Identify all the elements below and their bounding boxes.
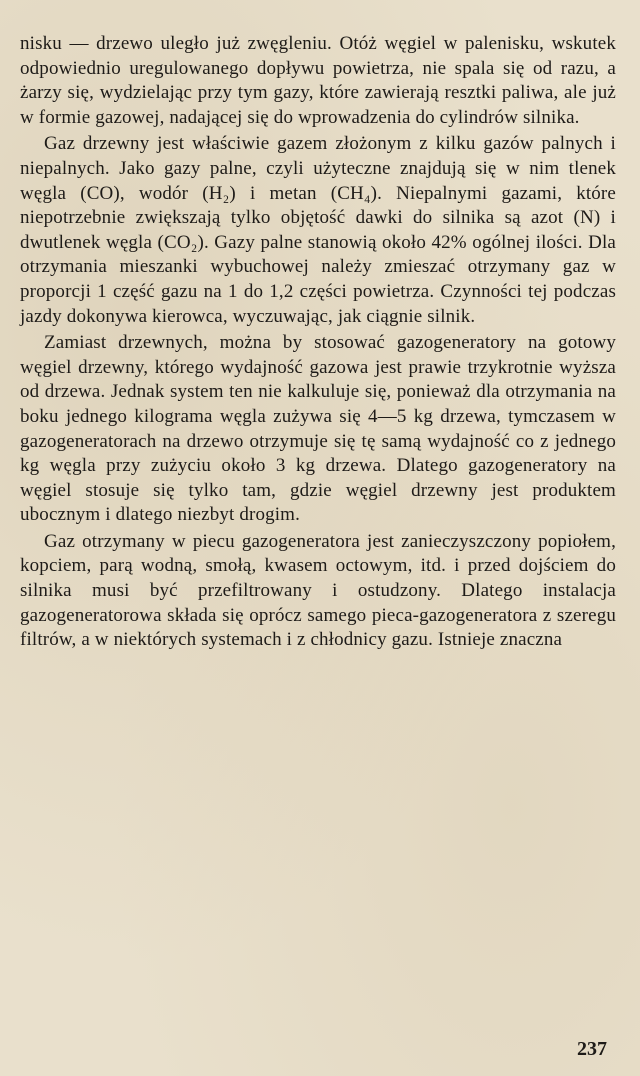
paragraph-2: Gaz drzewny jest właściwie gazem złożonym z kilku gazów palnych i niepalnych. Jako gazy palne, czyli użyteczne znajdują się w nim tlenek węgla (CO), wodór (H₂) i metan (CH₄). Niepalnymi gazami, które niepotrzebnie zwiększają tylko objętość dawki do silnika są azot (N) i dwutlenek węgla (CO₂). Gazy palne stanowią około 42% ogólnej ilości. Dla otrzymania mieszanki wybuchowej należy zmieszać otrzymany gaz w proporcji 1 część gazu na 1 do 1,2 części powietrza. Czynności tej podczas jazdy dokonywa kierowca, wyczuwając, jak ciągnie silnik. xyxy=(20,133,616,327)
paragraph-1: nisku — drzewo uległo już zwęgleniu. Otóż węgiel w palenisku, wskutek odpowiednio uregulowanego dopływu powietrza, nie spala się od razu, a żarzy się, wydzielając przy tym gazy, które zawierają resztki paliwa, ale już w formie gazowej, nadającej się do wprowadzenia do cylindrów silnika. xyxy=(20,33,616,128)
page-number: 237 xyxy=(577,1038,607,1060)
paragraph-3: Zamiast drzewnych, można by stosować gazogeneratory na gotowy węgiel drzewny, którego wydajność gazowa jest prawie trzykrotnie wyższa od drzewa. Jednak system ten nie kalkuluje się, ponieważ dla otrzymania na boku jednego kilograma węgla zużywa się 4—5 kg drzewa, tymczasem w gazogeneratorach na drzewo otrzymuje się tę samą wydajność co z jednego kg węgla przy zużyciu około 3 kg drzewa. Dlatego gazogeneratory na węgiel stosuje się tylko tam, gdzie węgiel drzewny jest produktem ubocznym i dlatego niezbyt drogim. xyxy=(20,332,616,526)
body-text xyxy=(20,32,616,655)
paragraph-4: Gaz otrzymany w piecu gazogeneratora jest zanieczyszczony popiołem, kopciem, parą wodną, smołą, kwasem octowym, itd. i przed dojściem do silnika musi być przefiltrowany i ostudzony. Dlatego instalacja gazogeneratorowa składa się oprócz samego pieca-gazogeneratora z szeregu filtrów, a w niektórych systemach i z chłodnicy gazu. Istnieje znaczna xyxy=(20,530,616,651)
